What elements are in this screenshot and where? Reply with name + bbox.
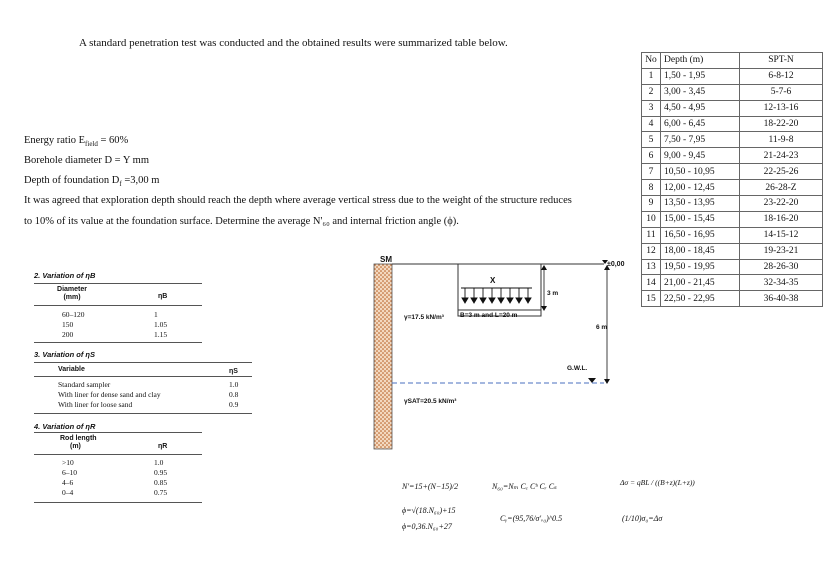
t4-row-value: 1.0 — [154, 458, 164, 467]
spt-no-cell: 8 — [642, 180, 661, 196]
spt-n-cell: 22-25-26 — [740, 164, 823, 180]
spt-no-cell: 13 — [642, 259, 661, 275]
spt-n-cell: 36-40-38 — [740, 291, 823, 307]
t2-rule-mid — [34, 305, 202, 306]
spt-n-cell: 28-26-30 — [740, 259, 823, 275]
intro-text: A standard penetration test was conducted and the obtained results were summarized table below. — [79, 37, 508, 49]
t2-row-value: 1.15 — [154, 330, 168, 339]
t3-col1: Variable — [58, 366, 85, 373]
spt-n-cell: 14-15-12 — [740, 227, 823, 243]
formula-phi-linear: ϕ=0,36.N₆₀+27 — [402, 522, 452, 531]
spt-row — [642, 164, 823, 180]
spt-no-cell: 3 — [642, 100, 661, 116]
spt-row — [642, 275, 823, 291]
gamma-sat-label: γSAT=20.5 kN/m³ — [404, 398, 457, 405]
spt-no-cell: 4 — [642, 116, 661, 132]
spt-n-cell: 6-8-12 — [740, 68, 823, 84]
t4-row-label: >10 — [62, 458, 74, 467]
formula-stress-ratio: (1/10)σ₀=Δσ — [622, 514, 663, 523]
spt-row — [642, 132, 823, 148]
spt-no-cell: 15 — [642, 291, 661, 307]
dim-3m-arrow-top — [541, 265, 547, 270]
table3-title: 3. Variation of ηS — [34, 350, 95, 359]
t4-rule-top — [34, 432, 202, 433]
spt-row — [642, 259, 823, 275]
t4-row-value: 0.95 — [154, 468, 168, 477]
spt-n-cell: 26-28-Z — [740, 180, 823, 196]
borehole-column — [374, 264, 392, 449]
t2-row-label: 60–120 — [62, 310, 85, 319]
t3-row-label: With liner for loose sand — [58, 400, 133, 409]
spt-row — [642, 148, 823, 164]
formula-cn: Cᵧ=(95,76/σ'ᵥ₀)^0.5 — [500, 514, 563, 523]
spt-depth-cell: 4,50 - 4,95 — [661, 100, 740, 116]
spt-depth-cell: 13,50 - 13,95 — [661, 196, 740, 212]
t4-col1: Rod length — [60, 435, 97, 442]
spt-depth-cell: 16,50 - 16,95 — [661, 227, 740, 243]
t4-col2: ηR — [158, 443, 168, 450]
t3-row-label: Standard sampler — [58, 380, 111, 389]
t2-col1b: (mm) — [63, 294, 81, 301]
table4-title: 4. Variation of ηR — [34, 422, 96, 431]
spt-depth-cell: 1,50 - 1,95 — [661, 68, 740, 84]
load-arrows — [461, 288, 532, 303]
t3-row-value: 0.9 — [229, 400, 239, 409]
formula-n-prime: N'=15+(N−15)/2 — [402, 482, 459, 491]
spt-n-cell: 21-24-23 — [740, 148, 823, 164]
t4-rule-mid — [34, 454, 202, 455]
spt-no-cell: 7 — [642, 164, 661, 180]
footing-label: B=3 m and L=20 m — [460, 312, 518, 319]
dim-3m-arrow-bottom — [541, 306, 547, 311]
t2-row-label: 200 — [62, 330, 74, 339]
t4-row-label: 4–6 — [62, 478, 74, 487]
spt-row — [642, 116, 823, 132]
dim-3m-label: 3 m — [547, 290, 559, 297]
foundation-depth-text: Depth of foundation $D_f =3,00$ m — [24, 175, 160, 189]
t2-col1: Diameter — [57, 286, 87, 293]
spt-row — [642, 227, 823, 243]
spt-no-cell: 12 — [642, 243, 661, 259]
formula-n60: N₆₀=Nₘ Cₑ Cᵇ Cᵣ Cₛ — [492, 482, 557, 491]
spt-row — [642, 84, 823, 100]
zero-level-label: ±0,00 — [607, 261, 625, 268]
dim-6m-arrow-bottom — [604, 379, 610, 384]
spt-depth-cell: 3,00 - 3,45 — [661, 84, 740, 100]
dim-6m-label: 6 m — [596, 324, 608, 331]
spt-n-cell: 23-22-20 — [740, 196, 823, 212]
spt-row — [642, 291, 823, 307]
spt-depth-cell: 6,00 - 6,45 — [661, 116, 740, 132]
spt-no-cell: 11 — [642, 227, 661, 243]
t4-col1b: (m) — [70, 443, 81, 450]
t3-row-value: 1.0 — [229, 380, 239, 389]
header-depth: Depth (m) — [661, 53, 740, 69]
t2-row-value: 1.05 — [154, 320, 168, 329]
spt-row — [642, 100, 823, 116]
t4-row-label: 6–10 — [62, 468, 77, 477]
spt-n-cell: 5-7-6 — [740, 84, 823, 100]
spt-no-cell: 14 — [642, 275, 661, 291]
spt-depth-cell: 18,00 - 18,45 — [661, 243, 740, 259]
soil-profile-diagram — [364, 250, 644, 450]
spt-row — [642, 196, 823, 212]
header-no: No — [642, 53, 661, 69]
t2-rule-bot — [34, 342, 202, 343]
t3-col2: ηS — [229, 368, 238, 375]
spt-no-cell: 1 — [642, 68, 661, 84]
t4-rule-bot — [34, 502, 202, 503]
spt-n-cell: 18-16-20 — [740, 211, 823, 227]
table2-title: 2. Variation of ηB — [34, 271, 96, 280]
t2-col2: ηB — [158, 293, 168, 300]
t3-row-label: With liner for dense sand and clay — [58, 390, 161, 399]
spt-row — [642, 180, 823, 196]
spt-n-cell: 19-23-21 — [740, 243, 823, 259]
spt-no-cell: 10 — [642, 211, 661, 227]
t2-row-value: 1 — [154, 310, 158, 319]
spt-row — [642, 243, 823, 259]
load-label: X — [490, 276, 496, 285]
spt-no-cell: 9 — [642, 196, 661, 212]
gamma-label: γ=17.5 kN/m³ — [404, 314, 444, 321]
spt-depth-cell: 9,00 - 9,45 — [661, 148, 740, 164]
t2-row-label: 150 — [62, 320, 74, 329]
spt-no-cell: 2 — [642, 84, 661, 100]
spt-n-cell: 18-22-20 — [740, 116, 823, 132]
spt-table — [641, 52, 823, 307]
spt-depth-cell: 12,00 - 12,45 — [661, 180, 740, 196]
gwl-label: G.W.L. — [567, 365, 588, 372]
t3-row-value: 0.8 — [229, 390, 239, 399]
sm-label: SM — [380, 255, 392, 264]
spt-n-cell: 12-13-16 — [740, 100, 823, 116]
t2-rule-top — [34, 283, 202, 284]
spt-depth-cell: 22,50 - 22,95 — [661, 291, 740, 307]
t3-rule-bot — [34, 413, 252, 414]
spt-depth-cell: 19,50 - 19,95 — [661, 259, 740, 275]
t3-rule-mid — [34, 376, 252, 377]
t4-row-value: 0.75 — [154, 488, 168, 497]
formula-phi-sqrt: ϕ=√(18.N₆₀)+15 — [402, 506, 456, 515]
problem-line-2: to 10% of its value at the foundation surface. Determine the average N'₆₀ and internal friction angle (ϕ). — [24, 216, 459, 227]
header-spt: SPT-N — [740, 53, 823, 69]
t3-rule-top — [34, 362, 252, 363]
borehole-text: Borehole diameter D = Y mm — [24, 155, 149, 166]
spt-row — [642, 211, 823, 227]
spt-depth-cell: 21,00 - 21,45 — [661, 275, 740, 291]
energy-ratio-text: Energy ratio $E_{field} = 60\%$ — [24, 135, 129, 149]
t4-row-value: 0.85 — [154, 478, 168, 487]
spt-n-cell: 32-34-35 — [740, 275, 823, 291]
spt-no-cell: 6 — [642, 148, 661, 164]
spt-depth-cell: 15,00 - 15,45 — [661, 211, 740, 227]
gwl-marker — [588, 378, 596, 383]
t4-row-label: 0–4 — [62, 488, 74, 497]
spt-row — [642, 68, 823, 84]
spt-depth-cell: 7,50 - 7,95 — [661, 132, 740, 148]
formula-delta-sigma: Δσ = qBL / ((B+z)(L+z)) — [620, 478, 695, 487]
spt-depth-cell: 10,50 - 10,95 — [661, 164, 740, 180]
spt-n-cell: 11-9-8 — [740, 132, 823, 148]
problem-line-1: It was agreed that exploration depth should reach the depth where average vertical stress due to the weight of the structure reduces — [24, 195, 572, 206]
spt-no-cell: 5 — [642, 132, 661, 148]
spt-header-row — [642, 53, 823, 69]
